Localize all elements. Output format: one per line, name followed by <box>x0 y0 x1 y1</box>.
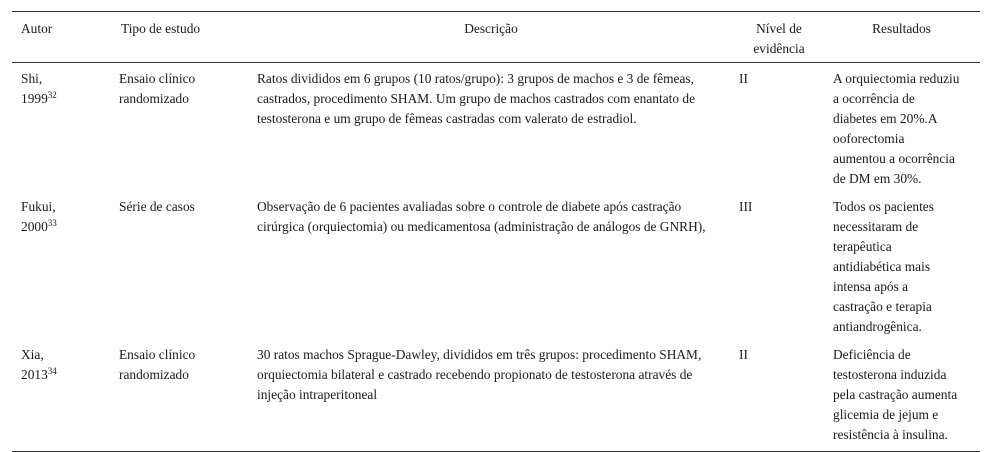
table-container <box>12 11 980 452</box>
cell-tipo-estudo: Ensaio clínico randomizado <box>119 347 196 382</box>
header-descricao: Descrição <box>464 21 518 36</box>
cell-nivel: II <box>739 71 748 86</box>
evidence-table <box>12 11 980 452</box>
table-row <box>12 197 980 345</box>
cell-descricao: Observação de 6 pacientes avaliadas sobre o controle de diabete após castração cirúrgica (orquiectomia) ou medicamentosa (administração de análogos de GNRH), <box>257 199 706 234</box>
table-row <box>12 63 980 198</box>
cell-autor <box>12 63 113 198</box>
autor-name: Shi, <box>21 71 43 86</box>
header-nivel-evidencia: Nível de evidência <box>753 21 805 56</box>
cell-resultados: Todos os pacientes necessitaram de terapêutica antidiabética mais intensa após a castração e terapia antiandrogênica. <box>833 199 934 334</box>
reference-number: 34 <box>47 366 57 376</box>
cell-descricao: 30 ratos machos Sprague-Dawley, divididos em três grupos: procedimento SHAM, orquiectomia bilateral e castrado recebendo propionato de testosterona através de injeção intraperitoneal <box>257 347 702 402</box>
cell-tipo-estudo: Série de casos <box>119 199 195 214</box>
autor-year: 2013 <box>21 367 48 382</box>
autor-year: 1999 <box>21 91 48 106</box>
cell-autor <box>12 197 113 345</box>
autor-name: Xia, <box>21 347 44 362</box>
header-row <box>12 12 980 63</box>
header-tipo-estudo: Tipo de estudo <box>121 21 201 36</box>
cell-resultados: Deficiência de testosterona induzida pela castração aumenta glicemia de jejum e resistência à insulina. <box>833 347 958 442</box>
cell-nivel: II <box>739 347 748 362</box>
reference-number: 32 <box>47 90 57 100</box>
autor-year: 2000 <box>21 219 48 234</box>
cell-nivel: III <box>739 199 753 214</box>
reference-number: 33 <box>47 218 57 228</box>
header-resultados: Resultados <box>872 21 931 36</box>
cell-descricao: Ratos divididos em 6 grupos (10 ratos/grupo): 3 grupos de machos e 3 de fêmeas, castrados, procedimento SHAM. Um grupo de machos castrados com enantato de testosterona e um grupo de fêmeas castradas com valerato de estradiol. <box>257 71 696 126</box>
header-autor: Autor <box>21 21 53 36</box>
table-row <box>12 345 980 452</box>
cell-autor <box>12 345 113 452</box>
autor-name: Fukui, <box>21 199 56 214</box>
cell-tipo-estudo: Ensaio clínico randomizado <box>119 71 196 106</box>
cell-resultados: A orquiectomia reduziu a ocorrência de diabetes em 20%.A ooforectomia aumentou a ocorrência de DM em 30%. <box>833 71 960 186</box>
